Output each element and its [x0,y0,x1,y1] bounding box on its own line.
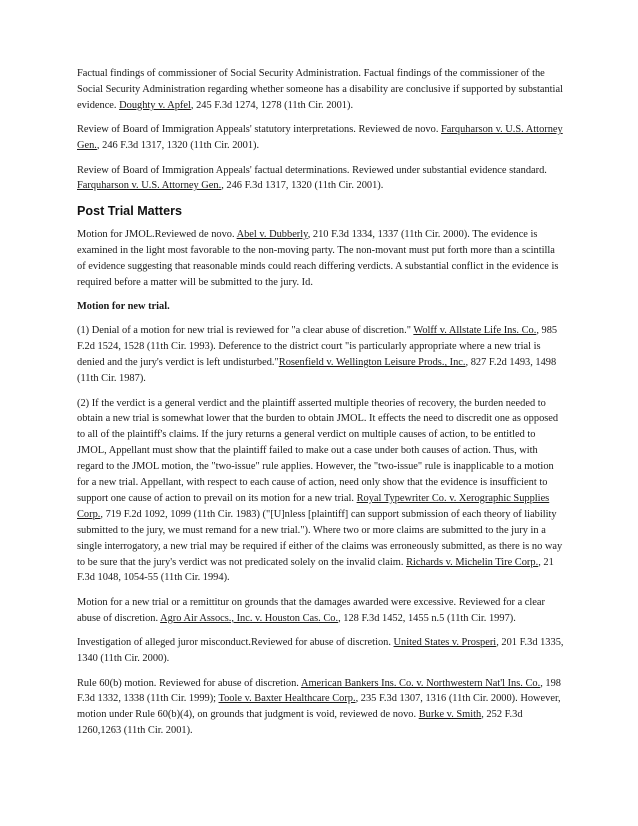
paragraph [77,595,565,627]
text-run: Rule 60(b) motion. Reviewed for abuse of discretion. [77,677,301,689]
paragraph [77,635,565,667]
case-citation-link[interactable]: Wolff v. Allstate Life Ins. Co. [413,325,537,337]
paragraph [77,396,565,587]
text-run: (2) If the verdict is a general verdict and the plaintiff asserted multiple theories of recovery, the burden needed to obtain a new trial is somewhat lower that the burden to obtain JMOL. It effects the need to discredit one as opposed to all of the plaintiff's claims. If the jury returns a general verdict on multiple causes of action, to be entitled to JMOL, Appellant must show that the plaintiff failed to make out a case under both causes of action. Thus, with regard to the JMOL motion, the "two-issue" rule applies. However, the "two-issue" rule is inapplicable to a motion for a new trial. Appellant, with respect to each cause of action, need only show that the evidence is insufficient to support one cause of action to prevail on its motion for a new trial. [77,397,559,504]
text-run: Factual findings of commissioner of Social Security Administration. Factual findings of the commissioner of the Social Security Administration regarding whether someone has a disability are conclusive if supported by substantial evidence. [77,68,563,111]
text-run: , 235 F.3d 1307, 1316 (11th Cir. 2000). However, motion under Rule 60(b)(4), on grounds that judgment is void, reviewed de novo. [77,693,561,721]
text-run: Motion for JMOL.Reviewed de novo. [77,228,237,240]
text-run: , 246 F.3d 1317, 1320 (11th Cir. 2001). [96,140,260,152]
text-run: , 128 F.3d 1452, 1455 n.5 (11th Cir. 1997). [338,612,516,624]
subheading [77,299,565,315]
text-run: Review of Board of Immigration Appeals' factual determinations. Reviewed under substantial evidence standard. [77,164,547,176]
section-heading [77,203,565,219]
text-run: (1) Denial of a motion for new trial is reviewed for "a clear abuse of discretion." [77,325,414,337]
case-citation-link[interactable]: Farquharson v. U.S. Attorney Gen. [77,124,563,152]
case-citation-link[interactable]: American Bankers Ins. Co. v. Northwestern Nat'l Ins. Co. [300,677,541,689]
paragraph [77,323,565,387]
text-run: , 246 F.3d 1317, 1320 (11th Cir. 2001). [221,180,384,192]
case-citation-link[interactable]: Royal Typewriter Co. v. Xerographic Supplies Corp. [77,492,550,520]
text-run: Motion for a new trial or a remittitur on grounds that the damages awarded were excessive. Reviewed for a clear abuse of discretion. [77,596,545,624]
case-citation-link[interactable]: Agro Air Assocs., Inc. v. Houston Cas. Co. [160,612,339,624]
text-run: , 21 F.3d 1048, 1054-55 (11th Cir. 1994). [77,556,554,584]
text-run: , 201 F.3d 1335, 1340 (11th Cir. 2000). [77,637,564,665]
text-run: , 252 F.3d 1260,1263 (11th Cir. 2001). [77,709,523,737]
paragraph [77,66,565,114]
case-citation-link[interactable]: United States v. Prosperi [393,637,497,649]
text-run: , 198 F.3d 1332, 1338 (11th Cir. 1999); [77,677,561,705]
paragraph [77,227,565,291]
text-run: Motion for new trial. [77,300,170,312]
case-citation-link[interactable]: Abel v. Dubberly [236,228,308,240]
paragraph [77,163,565,195]
paragraph [77,122,565,154]
paragraph [77,676,565,740]
text-run: , 719 F.2d 1092, 1099 (11th Cir. 1983) ("[U]nless [plaintiff] can support submission of each theory of liability submitted to the jury, we must remand for a new trial."). Where two or more claims are submitted to the jury in a single interrogatory, a new trial may be required if either of the claims was erroneously submitted, as there is no way to be sure that the jury's verdict was not predicated solely on the invalid claim. [77,508,563,568]
text-run: , 210 F.3d 1334, 1337 (11th Cir. 2000). The evidence is examined in the light most favorable to the non-moving party. The non-movant must put forth more than a scintilla of evidence suggesting that reasonable minds could reach differing verdicts. A substantial conflict in the evidence is required before a matter will be submitted to the jury. Id. [77,228,559,288]
case-citation-link[interactable]: Doughty v. Apfel [119,99,191,111]
text-run: Post Trial Matters [77,203,182,218]
case-citation-link[interactable]: Richards v. Michelin Tire Corp. [406,556,539,568]
text-run: , 245 F.3d 1274, 1278 (11th Cir. 2001). [190,99,354,111]
document-page [77,66,565,748]
text-run: , 985 F.2d 1524, 1528 (11th Cir. 1993). Deference to the district court "is particularly appropriate where a new trial is denied and the jury's verdict is left undisturbed." [77,325,558,369]
case-citation-link[interactable]: Rosenfield v. Wellington Leisure Prods., Inc. [278,357,466,369]
text-run: , 827 F.2d 1493, 1498 (11th Cir. 1987). [77,357,557,385]
case-citation-link[interactable]: Burke v. Smith [418,709,482,721]
case-citation-link[interactable]: Farquharson v. U.S. Attorney Gen. [77,180,222,192]
text-run: Review of Board of Immigration Appeals' statutory interpretations. Reviewed de novo. [77,124,442,136]
text-run: Investigation of alleged juror misconduct.Reviewed for abuse of discretion. [77,637,394,649]
case-citation-link[interactable]: Toole v. Baxter Healthcare Corp. [218,693,356,705]
